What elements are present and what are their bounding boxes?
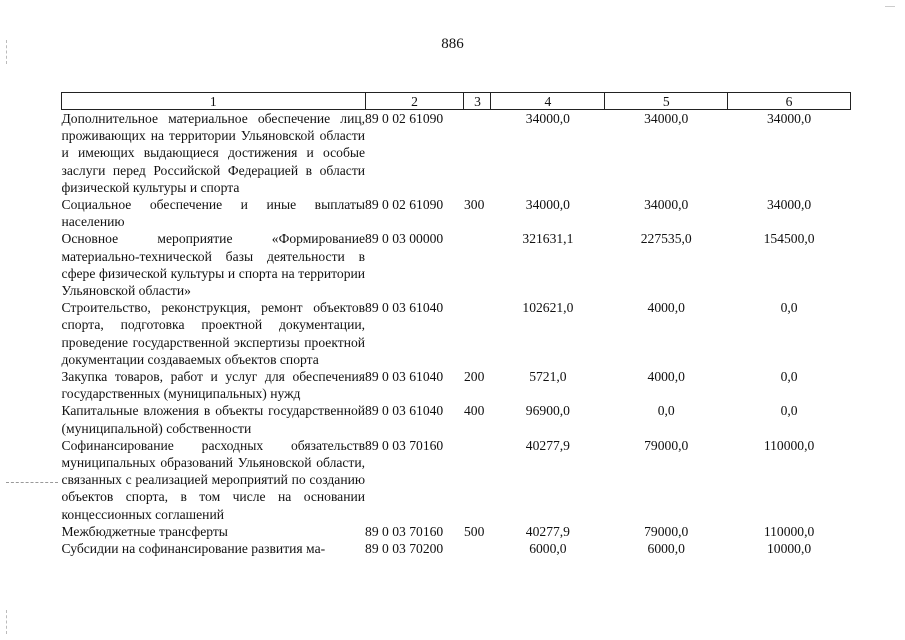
row-code: 89 0 03 61040 (365, 300, 444, 316)
row-name: Социальное обеспечение и иные выплаты населению (61, 197, 366, 230)
row-code: 89 0 03 61040 (365, 403, 444, 419)
row-value-col5: 4000,0 (647, 300, 685, 316)
row-value-col6: 34000,0 (766, 197, 812, 213)
row-value-col5: 34000,0 (644, 197, 689, 213)
scan-corner-mark (885, 6, 895, 10)
header-cell: 4 (491, 93, 605, 110)
row-code: 89 0 02 61090 (365, 111, 444, 126)
row-value-col4: 40277,9 (525, 523, 570, 539)
row-code: 89 0 03 00000 (365, 231, 444, 247)
row-value-col6: 10000,0 (766, 541, 812, 557)
row-expense-kind: 500 (463, 523, 485, 539)
page-number: 886 (441, 36, 464, 52)
header-row (62, 93, 851, 110)
scan-dash-line (6, 482, 58, 483)
row-value-col4: 102621,0 (522, 300, 574, 316)
row-expense-kind (464, 299, 491, 368)
row-code: 89 0 03 70160 (365, 523, 444, 539)
row-expense-kind (464, 540, 491, 557)
row-value-col4: 40277,9 (525, 437, 570, 453)
row-value-col4: 321631,1 (522, 231, 574, 247)
header-cell: 2 (365, 93, 464, 110)
row-value-col6: 110000,0 (763, 437, 815, 453)
row-code: 89 0 03 70160 (365, 437, 444, 453)
row-value-col4: 5721,0 (529, 369, 567, 385)
table-row (62, 299, 851, 368)
table-row (62, 196, 851, 230)
row-expense-kind (464, 230, 491, 299)
row-value-col5: 79000,0 (644, 437, 689, 453)
table-row (62, 110, 851, 197)
row-value-col5: 6000,0 (647, 541, 685, 557)
header-cell: 3 (464, 93, 491, 110)
row-value-col5: 227535,0 (640, 231, 692, 247)
table-row (62, 540, 851, 557)
row-name: Софинансирование расходных обязательств муниципальных образований Ульяновской области, связанных с реализацией мероприятий по созданию объектов спорта, в том числе на основании концессионных соглашений (61, 437, 366, 522)
row-name: Капитальные вложения в объекты государственной (муниципальной) собственности (61, 403, 366, 436)
row-value-col6: 34000,0 (766, 111, 812, 126)
table-row (62, 437, 851, 523)
row-code: 89 0 03 61040 (365, 369, 444, 385)
row-value-col4: 34000,0 (525, 197, 570, 213)
header-cell: 1 (62, 93, 366, 110)
row-value-col6: 0,0 (780, 300, 798, 316)
row-value-col5: 0,0 (657, 403, 675, 419)
row-value-col5: 34000,0 (644, 111, 689, 126)
header-cell: 6 (728, 93, 851, 110)
row-value-col6: 0,0 (780, 369, 798, 385)
row-value-col5: 79000,0 (644, 523, 689, 539)
row-expense-kind: 200 (463, 369, 485, 385)
row-name: Основное мероприятие «Формирование материально-технической базы деятельности в сфере физической культуры и спорта на территории Ульяновской области» (61, 231, 366, 299)
row-value-col4: 96900,0 (525, 403, 570, 419)
row-name: Закупка товаров, работ и услуг для обеспечения государственных (муниципальных) нужд (61, 369, 366, 402)
row-code: 89 0 02 61090 (365, 197, 444, 213)
row-expense-kind: 300 (463, 197, 485, 213)
row-expense-kind (464, 110, 491, 197)
table-row (62, 368, 851, 402)
scan-margin-mark (6, 610, 9, 634)
table-row (62, 523, 851, 540)
row-name: Дополнительное материальное обеспечение лиц, проживающих на территории Ульяновской области и имеющих выдающиеся достижения и особые заслуги перед Российской Федерацией в области физической культуры и спорта (61, 111, 366, 195)
table-row (62, 230, 851, 299)
table-row (62, 402, 851, 436)
row-value-col6: 0,0 (780, 403, 798, 419)
row-value-col6: 154500,0 (763, 231, 815, 247)
row-name: Строительство, реконструкция, ремонт объектов спорта, подготовка проектной документации, проведение государственной экспертизы проектной документации создаваемых объектов спорта (61, 300, 366, 367)
row-expense-kind: 400 (463, 403, 485, 419)
row-code: 89 0 03 70200 (365, 541, 444, 557)
header-cell: 5 (605, 93, 728, 110)
row-name: Межбюджетные трансферты (61, 523, 228, 539)
row-value-col4: 34000,0 (525, 111, 570, 126)
row-expense-kind (464, 437, 491, 523)
budget-table (61, 92, 851, 557)
row-value-col6: 110000,0 (763, 523, 815, 539)
row-value-col4: 6000,0 (529, 541, 567, 557)
row-value-col5: 4000,0 (647, 369, 685, 385)
row-name: Субсидии на софинансирование развития ма- (61, 541, 326, 557)
